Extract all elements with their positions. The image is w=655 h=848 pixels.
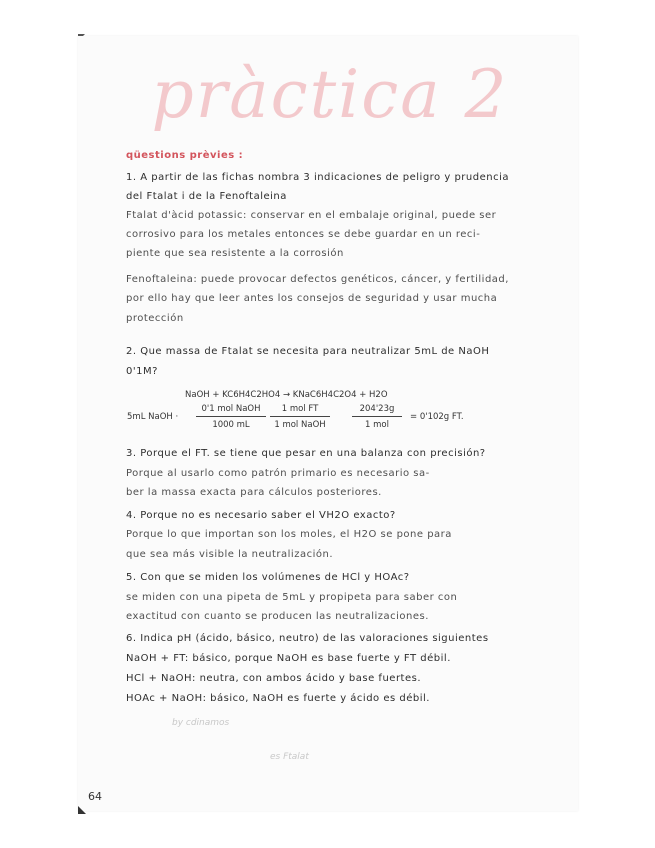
answer-3-line: ber la massa exacta para cálculos posteriores. [126,487,382,498]
answer-4-line: que sea más visible la neutralización. [126,549,334,560]
question-2: 2. Que massa de Ftalat se necesita para neutralizar 5mL de NaOH [126,346,490,357]
bleed-through-text: es Ftalat [270,752,309,762]
answer-6-line: NaOH + FT: básico, porque NaOH es base fuerte y FT débil. [126,653,451,664]
answer-1-line: piente que sea resistente a la corrosión [126,248,344,259]
calc-fraction-2-denominator: 1 mol NaOH [274,420,326,430]
section-title: qüestions prèvies : [126,150,244,161]
calc-prefix: 5mL NaOH · [127,412,179,422]
question-3: 3. Porque el FT. se tiene que pesar en una balanza con precisión? [126,448,486,459]
scan-corner-mark-bottom [78,806,86,814]
calc-fraction-3-bar [352,416,402,417]
question-1-cont: del Ftalat i de la Fenoftaleina [126,191,287,202]
answer-1-line: por ello hay que leer antes los consejos de seguridad y usar mucha [126,293,498,304]
answer-3-line: Porque al usarlo como patrón primario es necesario sa- [126,468,430,479]
question-1: 1. A partir de las fichas nombra 3 indicaciones de peligro y prudencia [126,172,509,183]
calc-fraction-3-denominator: 1 mol [365,420,389,430]
answer-5-line: exactitud con cuanto se producen las neutralizaciones. [126,611,429,622]
calc-fraction-1-denominator: 1000 mL [212,420,250,430]
question-6: 6. Indica pH (ácido, básico, neutro) de las valoraciones siguientes [126,633,489,644]
answer-1-line: protección [126,313,184,324]
page-heading: pràctica 2 [151,56,509,133]
calc-result: = 0'102g FT. [410,412,464,422]
question-2-cont: 0'1M? [126,366,158,377]
answer-6-line: HOAc + NaOH: básico, NaOH es fuerte y ácido es débil. [126,693,430,704]
answer-1-line: Fenoftaleina: puede provocar defectos genéticos, cáncer, y fertilidad, [126,274,509,285]
answer-1-line: corrosivo para los metales entonces se debe guardar en un reci- [126,229,481,240]
reaction-equation: NaOH + KC6H4C2HO4 → KNaC6H4C2O4 + H2O [185,390,388,400]
calc-fraction-3-numerator: 204'23g [359,404,395,414]
calc-fraction-1-bar [196,416,266,417]
calc-fraction-2-bar [270,416,330,417]
answer-6-line: HCl + NaOH: neutra, con ambos ácido y base fuertes. [126,673,422,684]
bleed-through-text: by cdinamos [172,718,230,728]
calc-fraction-2-numerator: 1 mol FT [281,404,319,414]
calc-fraction-1-numerator: 0'1 mol NaOH [201,404,261,414]
answer-4-line: Porque lo que importan son los moles, el H2O se pone para [126,529,452,540]
question-4: 4. Porque no es necesario saber el VH2O exacto? [126,510,396,521]
answer-1-line: Ftalat d'àcid potassic: conservar en el embalaje original, puede ser [126,210,497,221]
question-5: 5. Con que se miden los volúmenes de HCl y HOAc? [126,572,410,583]
page-number: 64 [88,790,102,803]
answer-5-line: se miden con una pipeta de 5mL y propipeta para saber con [126,592,458,603]
